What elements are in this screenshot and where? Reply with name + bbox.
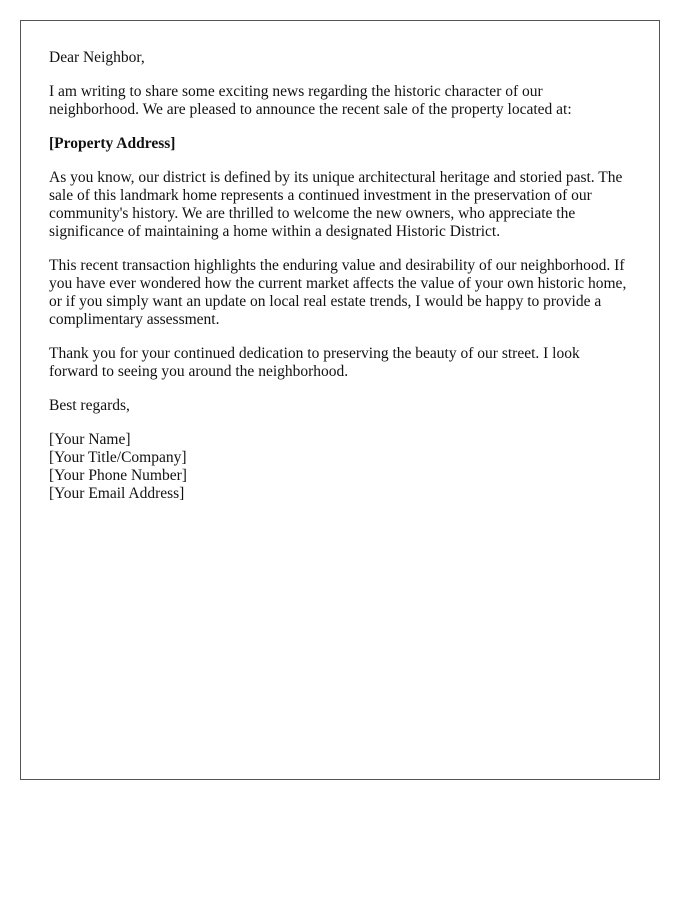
heritage-paragraph: As you know, our district is defined by its unique architectural heritage and storied past. The sale of this landmark home represents a continued investment in the preservation of our community's history. We are thrilled to welcome the new owners, who appreciate the significance of maintaining a home within a designated Historic District. <box>49 169 623 240</box>
market-paragraph: This recent transaction highlights the enduring value and desirability of our neighborhood. If you have ever wondered how the current market affects the value of your own historic home, or if you simply want an update on local real estate trends, I would be happy to provide a complimentary assessment. <box>49 257 627 328</box>
signature-block <box>49 431 631 503</box>
signature-email: [Your Email Address] <box>49 485 185 502</box>
signature-name: [Your Name] <box>49 431 131 448</box>
property-address: [Property Address] <box>49 135 176 152</box>
intro-paragraph: I am writing to share some exciting news regarding the historic character of our neighborhood. We are pleased to announce the recent sale of the property located at: <box>49 83 572 118</box>
letter-page <box>20 20 660 780</box>
signature-phone: [Your Phone Number] <box>49 467 187 484</box>
thanks-paragraph: Thank you for your continued dedication to preserving the beauty of our street. I look forward to seeing you around the neighborhood. <box>49 345 580 380</box>
signature-title-company: [Your Title/Company] <box>49 449 187 466</box>
closing: Best regards, <box>49 397 130 414</box>
salutation: Dear Neighbor, <box>49 49 145 66</box>
